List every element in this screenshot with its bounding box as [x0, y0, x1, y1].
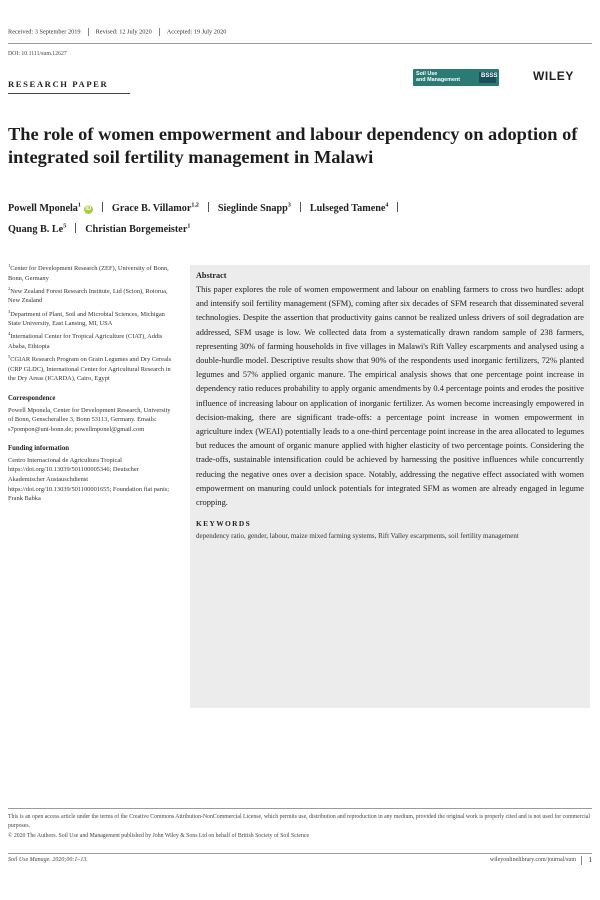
abstract-heading: Abstract — [196, 271, 227, 280]
article-title: The role of women empowerment and labour dependency on adoption of integrated soil fertility management in Malawi — [8, 124, 578, 167]
author[interactable]: Christian Borgemeister$^1$ — [85, 223, 191, 235]
section-label: RESEARCH PAPER — [8, 79, 109, 89]
divider — [159, 28, 160, 36]
abstract-box — [190, 265, 590, 708]
journal-citation: Soil Use Manage. 2020;00:1–13. — [8, 857, 88, 863]
author[interactable]: Quang B. Le$^5$ — [8, 223, 67, 235]
correspondence-heading: Correspondence — [8, 394, 56, 402]
divider — [88, 28, 89, 36]
doi[interactable]: DOI: 10.1111/sum.12627 — [8, 51, 67, 57]
divider — [397, 202, 398, 212]
author[interactable]: Powell Mponela$^1$iD — [8, 202, 92, 214]
header-rule — [8, 43, 592, 44]
bottom-rule — [8, 853, 592, 854]
journal-url[interactable]: wileyonlinelibrary.com/journal/sum — [489, 857, 576, 863]
journal-logo-line1: Soil Use — [416, 70, 438, 77]
author[interactable]: Sieglinde Snapp$^3$ — [217, 202, 291, 214]
divider — [208, 202, 209, 212]
affiliation: $^3$Department of Plant, Soil and Microbial Sciences, Michigan State University, East Lansing, MI, USA — [8, 308, 165, 328]
license-footer — [8, 813, 592, 841]
divider — [581, 856, 582, 865]
journal-logo[interactable] — [413, 69, 499, 86]
divider — [75, 223, 76, 233]
divider — [300, 202, 301, 212]
license-text: This is an open access article under the terms of the Creative Commons Attribution-NonCommercial License, which permits use, distribution and reproduction in any medium, provided the original work is properly cited and is not used for commercial purposes. — [8, 814, 590, 830]
author-list — [8, 198, 588, 240]
article-history — [8, 28, 226, 36]
author[interactable]: Grace B. Villamor$^{1,2}$ — [111, 202, 199, 214]
publisher-logo[interactable]: WILEY — [533, 69, 574, 83]
author[interactable]: Lulseged Tamene$^4$ — [309, 202, 389, 214]
keywords-heading: KEYWORDS — [196, 519, 252, 529]
affiliation: $^2$New Zealand Forest Research Institute, Ltd (Scion), Rotorua, New Zealand — [8, 285, 168, 305]
affiliations-column — [8, 264, 176, 507]
revised-date: Revised: 12 July 2020 — [95, 28, 152, 36]
footer-rule — [8, 808, 592, 809]
copyright-text: © 2020 The Authors. Soil Use and Management published by John Wiley & Sons Ltd on behalf of British Society of Soil Science — [8, 832, 310, 839]
keywords-text: dependency ratio, gender, labour, maize mixed farming systems, Rift Valley escarpments, soil fertility management — [196, 532, 519, 541]
affiliation: $^4$International Center for Tropical Agriculture (CIAT), Addis Ababa, Ethiopia — [8, 331, 163, 350]
page-number: 1 — [588, 856, 592, 864]
divider — [102, 202, 103, 212]
received-date: Received: 3 September 2019 — [8, 28, 81, 36]
section-rule — [8, 93, 130, 94]
affiliation: $^1$Center for Development Research (ZEF), University of Bonn, Bonn, Germany — [8, 262, 169, 282]
orcid-icon[interactable]: iD — [85, 206, 92, 212]
society-badge-icon — [479, 72, 496, 83]
correspondence-text: Powell Mponela, Center for Development Research, University of Bonn, Genscherallee 3, Bonn 53113, Germany. Emails: s7pompon@uni-bonn.de; powellmponel@gmail.com — [8, 406, 171, 433]
society-badge-text: BSSS — [481, 73, 498, 79]
accepted-date: Accepted: 19 July 2020 — [166, 28, 227, 36]
journal-logo-line2: and Management — [416, 76, 461, 83]
affiliation: $^5$CGIAR Research Program on Grain Legumes and Dry Cereals (CRP GLDC), International Center for Agricultural Research in the Dry Areas (ICARDA), Cairo, Egypt — [8, 354, 172, 383]
funding-text: Centro Internacional de Agricultura Tropical https://doi.org/10.13039/501100005346; Deutscher Akademischer Austauschdienst https://doi.org/10.13039/501100001655; Foundation fiat panis; Frank Babka — [8, 456, 170, 503]
abstract-text: This paper explores the role of women empowerment and labour on enabling farmers to cross two hurdles: adopt and intensify soil fertility management (SFM), coming after six decades of SFM research that disseminated several technologies. Despite the assertion that productivity gains cannot be realized unless drivers of soil degradation are addressed, SFM usage is low. We collected data from a systematically drawn random sample of 238 farmers, representing 30% of farming households in five villages in Malawi's Rift Valley escarpments and analysed using a double-hurdle model. Descriptive results show that 90% of the respondents used inorganic fertilizers, 72% planted legumes and 57% applied organic manure. The empirical analysis shows that one percentage point increase in dependency ratio reduces probability to apply organic amendments by 0.4 percentage points and erodes the positive influence of increasing labour on application of inorganic fertilizer. As women become increasingly empowered in decision-making, there are significant trade-offs: a percentage point increase in women empowerment in agriculture index (WEAI) potentially leads to a one-third percentage point increase in the area allocated to legumes but reduces the amount of organic manure applied with higher elasticity of two percentage points. Considering the trade-offs, sustainable intensification could be achieved by harnessing the positive influences while concurrently reducing the negative ones over a decision space. Notably, addressing the negative effect associated with women empowerment on manuring could unlock potentials for integrated SFM as women are already engaged in legume cropping. — [196, 285, 584, 508]
funding-heading: Funding information — [8, 445, 69, 453]
journal-logo-text — [416, 71, 460, 84]
